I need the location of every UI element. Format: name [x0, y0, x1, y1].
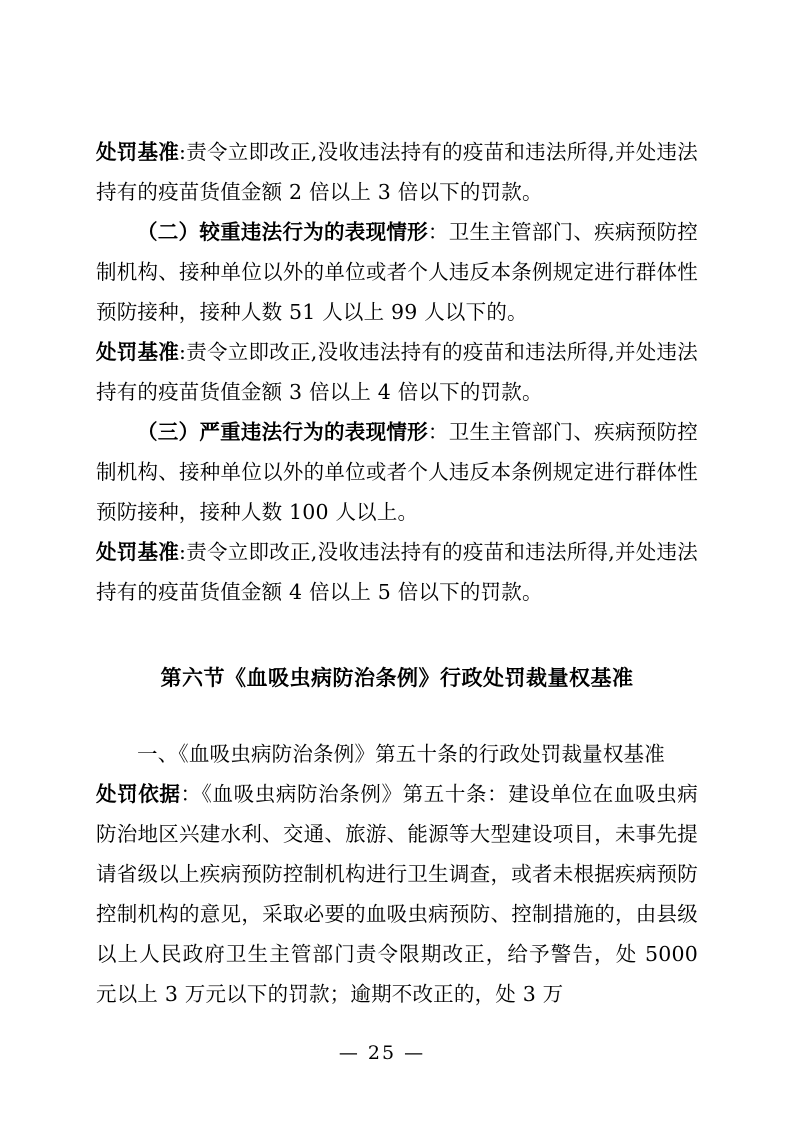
- paragraph-penalty-standard-2: [96, 332, 698, 412]
- section-spacer-top: [96, 612, 698, 658]
- paragraph-lead-separator: :: [179, 540, 187, 564]
- paragraph-lead-separator: :: [179, 340, 187, 364]
- paragraph-lead-separator: :: [179, 140, 187, 164]
- paragraph-lead: 处罚基准: [96, 140, 180, 164]
- paragraph-body: 卫生主管部门、疾病预防控制机构、接种单位以外的单位或者个人违反本条例规定进行群体性预防接种，接种人数 100 人以上。: [96, 420, 698, 524]
- paragraph-penalty-standard-1: [96, 132, 698, 212]
- paragraph-body: 责令立即改正,没收违法持有的疫苗和违法所得,并处违法持有的疫苗货值金额 4 倍以上 5 倍以下的罚款。: [96, 540, 698, 604]
- paragraph-body: 卫生主管部门、疾病预防控制机构、接种单位以外的单位或者个人违反本条例规定进行群体性预防接种，接种人数 51 人以上 99 人以下的。: [96, 220, 698, 324]
- paragraph-lead: 处罚基准: [96, 540, 180, 564]
- paragraph-lead: （三）严重违法行为的表现情形: [137, 420, 428, 444]
- paragraph-penalty-standard-3: [96, 532, 698, 612]
- paragraph-moderate-violation: [96, 212, 698, 332]
- page-number-text: — 25 —: [338, 1042, 426, 1064]
- paragraph-lead: （二）较重违法行为的表现情形: [137, 220, 428, 244]
- paragraph-penalty-basis: [96, 774, 698, 1014]
- paragraph-body: 责令立即改正,没收违法持有的疫苗和违法所得,并处违法持有的疫苗货值金额 3 倍以上 4 倍以下的罚款。: [96, 340, 698, 404]
- subsection-title: 一、《血吸虫病防治条例》第五十条的行政处罚裁量权基准: [137, 742, 665, 766]
- paragraph-lead-separator: ：: [180, 782, 202, 806]
- page-number: [0, 1042, 794, 1064]
- paragraph-body: 《血吸虫病防治条例》第五十条：建设单位在血吸虫病防治地区兴建水利、交通、旅游、能源等大型建设项目，未事先提请省级以上疾病预防控制机构进行卫生调查，或者未根据疾病预防控制机构的意见，采取必要的血吸虫病预防、控制措施的，由县级以上人民政府卫生主管部门责令限期改正，给予警告，处 5000 元以上 3 万元以下的罚款；逾期不改正的，处 3 万: [96, 782, 698, 1006]
- paragraph-lead-separator: ：: [427, 420, 449, 444]
- paragraph-lead-separator: ：: [427, 220, 449, 244]
- paragraph-body: 责令立即改正,没收违法持有的疫苗和违法所得,并处违法持有的疫苗货值金额 2 倍以上 3 倍以下的罚款。: [96, 140, 698, 204]
- section-spacer-bottom: [96, 698, 698, 734]
- paragraph-lead: 处罚依据: [96, 782, 181, 806]
- section-title: 第六节《血吸虫病防治条例》行政处罚裁量权基准: [160, 665, 634, 690]
- paragraph-severe-violation: [96, 412, 698, 532]
- paragraph-lead: 处罚基准: [96, 340, 180, 364]
